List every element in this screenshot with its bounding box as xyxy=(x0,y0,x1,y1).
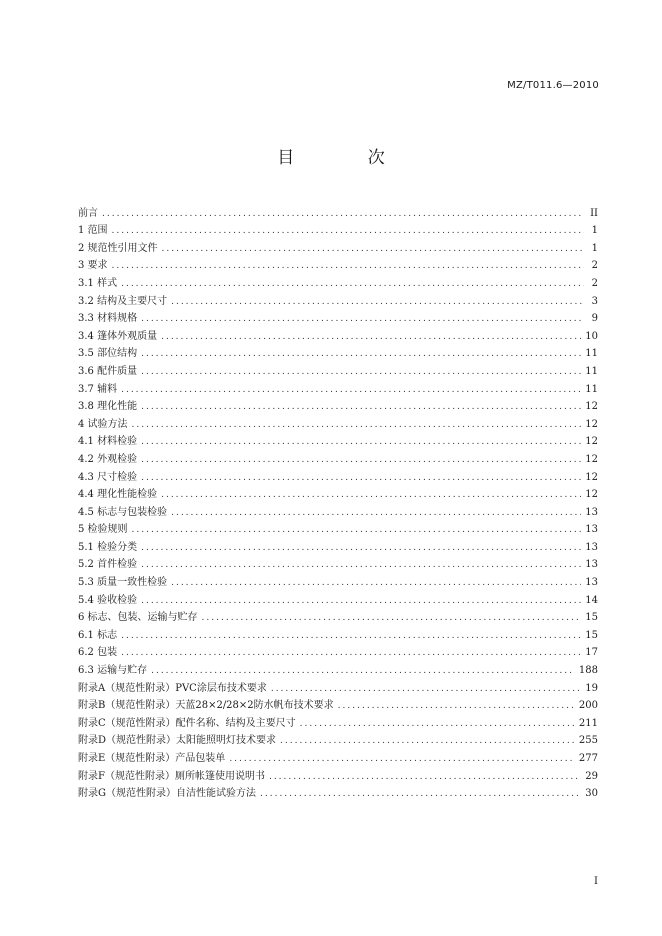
toc-leader-dots xyxy=(202,612,582,624)
toc-entry-label: 5.3 质量一致性检验 xyxy=(78,577,168,589)
toc-entry[interactable] xyxy=(78,554,598,572)
toc-leader-dots xyxy=(151,665,575,677)
toc-entry[interactable] xyxy=(78,659,598,677)
toc-entry-page: 13 xyxy=(585,524,598,536)
toc-entry[interactable] xyxy=(78,677,598,695)
toc-entry-label: 3.7 辅料 xyxy=(78,383,118,395)
toc-entry-page: 3 xyxy=(591,295,598,307)
toc-entry-page: 1 xyxy=(591,242,598,254)
toc-entry-label: 1 范围 xyxy=(78,225,108,237)
toc-entry[interactable] xyxy=(78,343,598,361)
toc-leader-dots xyxy=(161,331,581,343)
toc-entry-label: 5.1 检验分类 xyxy=(78,541,138,553)
toc-entry[interactable] xyxy=(78,272,598,290)
toc-entry-page: 17 xyxy=(585,647,598,659)
toc-entry[interactable] xyxy=(78,607,598,625)
toc-leader-dots xyxy=(171,507,581,519)
toc-entry-page: 12 xyxy=(585,401,598,413)
toc-entry-label: 5.2 首件检验 xyxy=(78,559,138,571)
toc-leader-dots xyxy=(141,348,581,360)
toc-entry[interactable] xyxy=(78,290,598,308)
toc-entry-label: 附录G（规范性附录）自洁性能试验方法 xyxy=(78,788,256,800)
toc-entry[interactable] xyxy=(78,220,598,238)
toc-entry-label: 5.4 验收检验 xyxy=(78,594,138,606)
toc-entry[interactable] xyxy=(78,308,598,326)
toc-leader-dots xyxy=(141,559,581,571)
toc-entry-page: 30 xyxy=(585,788,598,800)
toc-leader-dots xyxy=(132,419,582,431)
toc-entry-label: 4.2 外观检验 xyxy=(78,453,138,465)
toc-entry[interactable] xyxy=(78,431,598,449)
toc-entry[interactable] xyxy=(78,466,598,484)
toc-entry[interactable] xyxy=(78,202,598,220)
toc-leader-dots xyxy=(121,278,584,290)
toc-leader-dots xyxy=(121,384,581,396)
toc-leader-dots xyxy=(141,436,581,448)
toc-entry[interactable] xyxy=(78,360,598,378)
toc-entry-page: 12 xyxy=(585,418,598,430)
toc-leader-dots xyxy=(112,225,584,237)
toc-entry[interactable] xyxy=(78,712,598,730)
toc-leader-dots xyxy=(102,208,584,220)
toc-entry-label: 附录E（规范性附录）产品包装单 xyxy=(78,753,226,764)
toc-entry-page: 10 xyxy=(585,330,598,342)
toc-leader-dots xyxy=(141,472,581,484)
toc-leader-dots xyxy=(280,735,575,747)
toc-entry[interactable] xyxy=(78,589,598,607)
toc-entry-label: 附录B（规范性附录）天蓝28×2/28×2防水帆布技术要求 xyxy=(78,700,334,712)
toc-entry[interactable] xyxy=(78,237,598,255)
toc-entry-page: 11 xyxy=(585,365,598,377)
toc-entry-label: 4 试验方法 xyxy=(78,418,128,430)
toc-leader-dots xyxy=(141,401,581,413)
toc-entry-label: 2 规范性引用文件 xyxy=(78,242,158,254)
toc-entry-label: 3.1 样式 xyxy=(78,277,118,289)
document-code: MZ/T011.6—2010 xyxy=(507,80,599,91)
toc-entry-page: 12 xyxy=(585,436,598,448)
toc-entry-label: 3 要求 xyxy=(78,260,108,272)
toc-entry[interactable] xyxy=(78,501,598,519)
toc-entry-label: 6.1 标志 xyxy=(78,629,118,641)
toc-entry[interactable] xyxy=(78,642,598,660)
toc-entry-page: 188 xyxy=(578,665,598,677)
toc-entry-page: 200 xyxy=(578,700,598,712)
toc-entry-page: 277 xyxy=(578,753,598,764)
toc-entry[interactable] xyxy=(78,536,598,554)
toc-entry-label: 5 检验规则 xyxy=(78,524,128,536)
toc-entry-page: 15 xyxy=(585,629,598,641)
toc-entry[interactable] xyxy=(78,325,598,343)
toc-entry-page: 2 xyxy=(591,260,598,272)
toc-entry[interactable] xyxy=(78,484,598,502)
toc-leader-dots xyxy=(121,630,581,642)
toc-leader-dots xyxy=(162,243,584,255)
toc-entry-label: 3.3 材料规格 xyxy=(78,313,138,325)
toc-entry-label: 4.5 标志与包装检验 xyxy=(78,506,168,518)
toc-entry[interactable] xyxy=(78,747,598,765)
toc-leader-dots xyxy=(171,577,581,589)
toc-entry-page: 211 xyxy=(578,717,598,729)
toc-leader-dots xyxy=(171,296,584,308)
toc-leader-dots xyxy=(338,700,575,712)
toc-leader-dots xyxy=(269,771,581,783)
toc-leader-dots xyxy=(161,489,581,501)
toc-entry-page: 13 xyxy=(585,559,598,571)
toc-entry[interactable] xyxy=(78,571,598,589)
toc-entry-page: 29 xyxy=(585,770,598,782)
toc-entry-label: 6 标志、包装、运输与贮存 xyxy=(78,612,198,624)
toc-leader-dots xyxy=(300,718,575,730)
toc-entry-page: 11 xyxy=(585,383,598,395)
toc-entry-label: 4.3 尺寸检验 xyxy=(78,471,138,483)
toc-entry-label: 附录D（规范性附录）太阳能照明灯技术要求 xyxy=(78,735,277,747)
table-of-contents xyxy=(78,202,598,800)
toc-entry-label: 4.1 材料检验 xyxy=(78,436,138,448)
toc-entry-page: 14 xyxy=(585,594,598,606)
toc-entry-label: 4.4 理化性能检验 xyxy=(78,489,158,501)
toc-entry[interactable] xyxy=(78,448,598,466)
toc-leader-dots xyxy=(132,524,582,536)
toc-entry[interactable] xyxy=(78,730,598,748)
toc-entry-page: 11 xyxy=(585,348,598,360)
toc-entry[interactable] xyxy=(78,378,598,396)
page-title: 目 次 xyxy=(277,148,419,168)
toc-entry-label: 3.8 理化性能 xyxy=(78,401,138,413)
page-number: I xyxy=(594,876,598,887)
toc-entry-page: 13 xyxy=(585,506,598,518)
toc-entry-page: 255 xyxy=(578,735,598,747)
toc-entry-page: 19 xyxy=(585,682,598,694)
toc-entry[interactable] xyxy=(78,783,598,801)
toc-entry-page: 12 xyxy=(585,489,598,501)
toc-entry[interactable] xyxy=(78,396,598,414)
toc-entry-page: II xyxy=(590,207,598,219)
toc-entry-label: 附录A（规范性附录）PVC涂层布技术要求 xyxy=(78,682,267,694)
toc-entry-label: 3.6 配件质量 xyxy=(78,365,138,377)
toc-entry-label: 前言 xyxy=(78,207,98,219)
toc-entry-page: 12 xyxy=(585,471,598,483)
toc-entry-page: 13 xyxy=(585,541,598,553)
toc-entry-page: 12 xyxy=(585,453,598,465)
toc-leader-dots xyxy=(121,647,581,659)
toc-entry-label: 附录F（规范性附录）厕所帐篷使用说明书 xyxy=(78,770,265,782)
toc-entry-label: 3.4 篷体外观质量 xyxy=(78,330,158,342)
toc-leader-dots xyxy=(141,542,581,554)
toc-entry[interactable] xyxy=(78,255,598,273)
toc-entry-page: 13 xyxy=(585,577,598,589)
toc-leader-dots xyxy=(141,454,581,466)
toc-entry-label: 附录C（规范性附录）配件名称、结构及主要尺寸 xyxy=(78,717,296,729)
toc-entry-page: 1 xyxy=(591,225,598,237)
toc-entry[interactable] xyxy=(78,624,598,642)
toc-entry[interactable] xyxy=(78,413,598,431)
toc-leader-dots xyxy=(141,313,584,325)
toc-entry[interactable] xyxy=(78,519,598,537)
toc-leader-dots xyxy=(141,595,581,607)
toc-leader-dots xyxy=(112,260,584,272)
toc-leader-dots xyxy=(260,788,581,800)
toc-entry-label: 3.2 结构及主要尺寸 xyxy=(78,295,168,307)
toc-leader-dots xyxy=(271,683,581,695)
toc-entry-label: 6.3 运输与贮存 xyxy=(78,665,148,677)
toc-entry-page: 2 xyxy=(591,277,598,289)
toc-entry-page: 15 xyxy=(585,612,598,624)
toc-entry-page: 9 xyxy=(591,313,598,325)
toc-leader-dots xyxy=(141,366,581,378)
toc-entry[interactable] xyxy=(78,695,598,713)
toc-entry-label: 3.5 部位结构 xyxy=(78,348,138,360)
toc-entry[interactable] xyxy=(78,765,598,783)
toc-entry-label: 6.2 包装 xyxy=(78,647,118,659)
toc-leader-dots xyxy=(229,753,575,765)
